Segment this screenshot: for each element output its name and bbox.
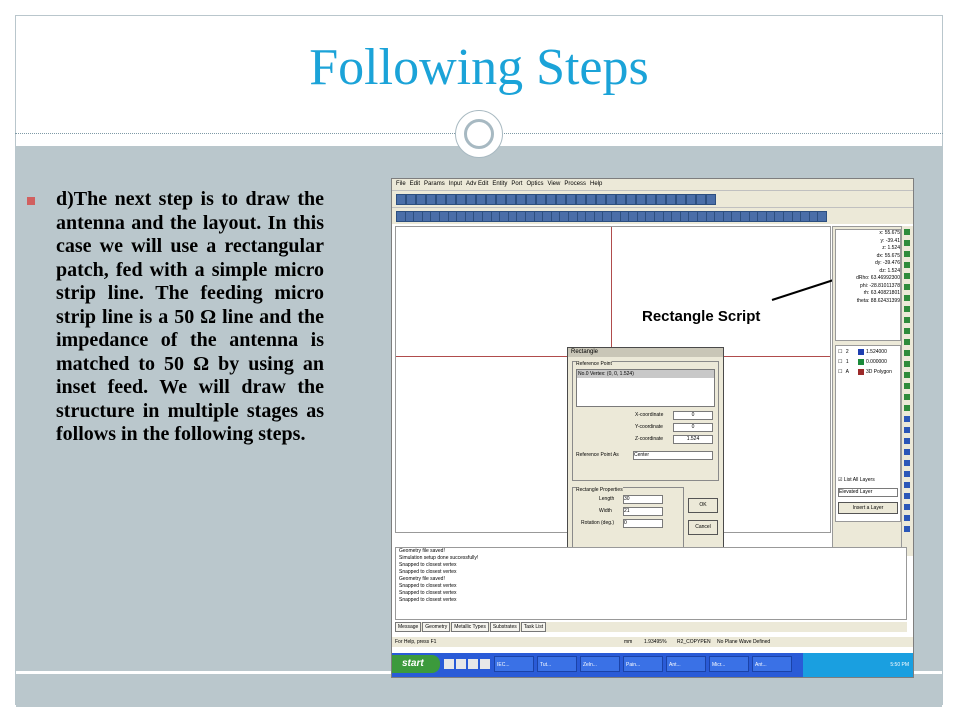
output-tab[interactable]: Substrates xyxy=(490,622,520,632)
tool-icon[interactable] xyxy=(904,251,910,257)
layer-select[interactable]: Elevated Layer xyxy=(838,488,898,497)
tool-icon[interactable] xyxy=(904,526,910,532)
taskbar-window-button[interactable]: Pain... xyxy=(623,656,663,672)
tool-icon[interactable] xyxy=(904,416,910,422)
layer-checkbox[interactable]: ☐ xyxy=(838,359,843,365)
length-label: Length xyxy=(599,496,615,502)
drawing-canvas xyxy=(395,226,831,533)
y-field[interactable]: 0 xyxy=(673,423,713,432)
coordinate-value: x: 55.675 xyxy=(879,230,900,236)
tool-icon[interactable] xyxy=(904,372,910,378)
system-tray xyxy=(803,653,913,677)
tool-icon[interactable] xyxy=(904,394,910,400)
toolbar-button-icon[interactable] xyxy=(436,194,446,205)
callout-label: Rectangle Script xyxy=(642,308,761,325)
menu-item[interactable]: Process xyxy=(564,181,587,187)
layer-list xyxy=(835,345,901,522)
layer-checkbox[interactable]: ☐ xyxy=(838,349,843,355)
toolbar-button-icon[interactable] xyxy=(526,194,536,205)
tool-icon[interactable] xyxy=(904,273,910,279)
log-line: Geometry file saved! xyxy=(399,548,445,554)
menu-item[interactable]: Params xyxy=(424,181,445,187)
tool-icon[interactable] xyxy=(904,460,910,466)
status-help: For Help, press F1 xyxy=(395,639,437,645)
rectangle-properties-group xyxy=(572,487,684,549)
rotation-label: Rotation (deg.) xyxy=(581,520,615,526)
tool-icon[interactable] xyxy=(904,471,910,477)
coordinate-value: theta: 88.62431399 xyxy=(856,297,900,304)
toolbar-button-icon[interactable] xyxy=(706,194,716,205)
width-label: Width xyxy=(599,508,612,514)
layer-color-swatch xyxy=(858,369,864,375)
log-line: Snapped to closest vertex xyxy=(399,583,457,589)
toolbar-button-icon[interactable] xyxy=(616,194,626,205)
log-line: Snapped to closest vertex xyxy=(399,597,457,603)
toolbar-button-icon[interactable] xyxy=(606,194,616,205)
tool-icon[interactable] xyxy=(904,493,910,499)
dialog-title: Rectangle xyxy=(568,348,723,357)
status-bar xyxy=(392,637,913,647)
log-line: Snapped to closest vertex xyxy=(399,562,457,568)
output-tabs xyxy=(395,622,907,632)
output-tab[interactable]: Task List xyxy=(521,622,546,632)
ok-button[interactable]: OK xyxy=(688,498,718,513)
tool-icon[interactable] xyxy=(904,449,910,455)
menu-item[interactable]: View xyxy=(547,181,561,187)
toolbar-button-icon[interactable] xyxy=(506,194,516,205)
tool-icon[interactable] xyxy=(904,295,910,301)
log-line: Snapped to closest vertex xyxy=(399,569,457,575)
status-percent: 1.93495% xyxy=(644,639,667,645)
slide-title: Following Steps xyxy=(309,39,649,96)
coordinate-value: dz: 1.524 xyxy=(879,267,900,274)
toolbar-button-icon[interactable] xyxy=(686,194,696,205)
tool-icon[interactable] xyxy=(904,229,910,235)
list-all-layers-checkbox[interactable]: ☑ List All Layers xyxy=(838,477,875,483)
coordinate-value: rh: 63.40821801 xyxy=(863,290,900,296)
status-pen: R2_COPYPEN xyxy=(677,639,711,645)
toolbar-primary xyxy=(392,190,913,207)
coordinate-value: dy: -39.476 xyxy=(874,260,900,266)
quick-launch-icon[interactable] xyxy=(480,659,490,669)
menu-item[interactable]: Edit xyxy=(409,181,421,187)
toolbar-button-icon[interactable] xyxy=(636,194,646,205)
tool-icon[interactable] xyxy=(904,262,910,268)
tool-icon[interactable] xyxy=(904,317,910,323)
windows-taskbar xyxy=(392,653,913,677)
body-paragraph: d)The next step is to draw the antenna and the layout. In this case we will use a rectangular patch, fed with a simple micro strip line. The feeding micro strip line is a 50 Ω line and the impedance of the antenna is matched to 50 Ω by using an inset feed. We will draw the structure in multiple stages as follows in the following steps. xyxy=(56,188,324,445)
tool-icon[interactable] xyxy=(904,438,910,444)
clock: 5:50 PM xyxy=(890,662,909,668)
toolbar-button-icon[interactable] xyxy=(566,194,576,205)
toolbar-button-icon[interactable] xyxy=(516,194,526,205)
tool-icon[interactable] xyxy=(904,504,910,510)
toolbar-button-icon[interactable] xyxy=(476,194,486,205)
layer-value: 1.524000 xyxy=(866,349,887,355)
cancel-button[interactable]: Cancel xyxy=(688,520,718,535)
toolbar-button-icon[interactable] xyxy=(456,194,466,205)
properties-panel xyxy=(832,226,902,551)
tool-icon[interactable] xyxy=(904,284,910,290)
coordinate-value: z: 1.524 xyxy=(882,245,900,251)
tool-icon[interactable] xyxy=(904,240,910,246)
rectangle-dialog xyxy=(567,347,724,565)
toolbar-button-icon[interactable] xyxy=(426,194,436,205)
toolbar-button-icon[interactable] xyxy=(696,194,706,205)
toolbar-button-icon[interactable] xyxy=(626,194,636,205)
taskbar-window-button[interactable]: Tut... xyxy=(537,656,577,672)
quick-launch-icon[interactable] xyxy=(444,659,454,669)
coordinate-value: dRho: 63.46992300 xyxy=(856,275,900,281)
coordinate-value: phi: -28.81011378 xyxy=(860,282,900,289)
layer-color-swatch xyxy=(858,349,864,355)
toolbar-button-icon[interactable] xyxy=(556,194,566,205)
rotation-field[interactable]: 0 xyxy=(623,519,663,528)
toolbar-button-icon[interactable] xyxy=(586,194,596,205)
circle-ornament-icon xyxy=(455,110,503,158)
toolbar-button-icon[interactable] xyxy=(486,194,496,205)
log-line: Snapped to closest vertex xyxy=(399,590,457,596)
layer-value: 0.000000 xyxy=(866,359,887,365)
toolbar-button-icon[interactable] xyxy=(536,194,546,205)
coordinate-value: dx: 55.675 xyxy=(876,252,900,259)
toolbar-button-icon[interactable] xyxy=(656,194,666,205)
status-wave: No Plane Wave Defined xyxy=(717,639,771,645)
callout-arrow xyxy=(772,277,839,301)
z-field[interactable]: 1.524 xyxy=(673,435,713,444)
toolbar-button-icon[interactable] xyxy=(676,194,686,205)
tool-icon[interactable] xyxy=(904,482,910,488)
reference-point-group xyxy=(572,361,719,481)
layer-number: 2 xyxy=(844,349,849,355)
tool-icon[interactable] xyxy=(904,515,910,521)
x-label: X-coordinate xyxy=(635,412,664,418)
menu-item[interactable]: Port xyxy=(511,181,523,187)
menu-item[interactable]: File xyxy=(396,181,406,187)
taskbar-window-button[interactable]: Micr... xyxy=(709,656,749,672)
quick-launch-icon[interactable] xyxy=(468,659,478,669)
taskbar-window-button[interactable]: Ant... xyxy=(666,656,706,672)
status-units: mm xyxy=(624,639,633,645)
tool-icon[interactable] xyxy=(904,350,910,356)
x-field[interactable]: 0 xyxy=(673,411,713,420)
output-tab[interactable]: Metallic Types xyxy=(451,622,489,632)
toolbar-button-icon[interactable] xyxy=(446,194,456,205)
refpoint-select[interactable]: Center xyxy=(633,451,713,460)
toolbar-button-icon[interactable] xyxy=(646,194,656,205)
coordinate-value: y: -39.41 xyxy=(880,237,900,244)
log-line: Geometry file saved! xyxy=(399,576,445,582)
width-field[interactable]: 21 xyxy=(623,507,663,516)
layer-number: A xyxy=(844,369,849,375)
list-item[interactable]: No.0 Vertex: (0, 0, 1.524) xyxy=(577,370,714,378)
reference-point-list[interactable] xyxy=(576,369,715,407)
message-log xyxy=(395,547,907,620)
menu-item[interactable]: Input xyxy=(448,181,463,187)
toolbar-button-icon[interactable] xyxy=(546,194,556,205)
toolbar-button-icon[interactable] xyxy=(666,194,676,205)
output-tab[interactable]: Geometry xyxy=(422,622,450,632)
tool-icon[interactable] xyxy=(904,405,910,411)
layer-number: 1 xyxy=(844,359,849,365)
toolbar-button-icon[interactable] xyxy=(406,194,416,205)
layer-checkbox[interactable]: ☐ xyxy=(838,369,843,375)
z-label: Z-coordinate xyxy=(635,436,664,442)
tool-icon-strip xyxy=(902,226,913,556)
software-screenshot xyxy=(391,178,914,678)
toolbar-secondary xyxy=(392,207,913,224)
output-tab[interactable]: Message xyxy=(395,622,421,632)
length-field[interactable]: 30 xyxy=(623,495,663,504)
menu-bar xyxy=(392,179,913,190)
taskbar-window-button[interactable]: IEC... xyxy=(494,656,534,672)
list-all-layers-label: List All Layers xyxy=(843,477,875,483)
toolbar-button-icon[interactable] xyxy=(496,194,506,205)
start-button[interactable]: start xyxy=(392,655,440,673)
tool-icon[interactable] xyxy=(904,339,910,345)
menu-item[interactable]: Adv Edit xyxy=(466,181,489,187)
insert-layer-button[interactable]: Insert a Layer xyxy=(838,502,898,514)
y-label: Y-coordinate xyxy=(635,424,663,430)
tool-icon[interactable] xyxy=(904,306,910,312)
taskbar-window-button[interactable]: Zeln... xyxy=(580,656,620,672)
layer-color-swatch xyxy=(858,359,864,365)
circle-ornament-inner xyxy=(464,119,494,149)
group-label: Rectangle Properties xyxy=(576,487,623,493)
toolbar-button-icon[interactable] xyxy=(466,194,476,205)
toolbar-button-icon[interactable] xyxy=(576,194,586,205)
layer-row[interactable] xyxy=(838,348,898,356)
log-line: Simulation setup done successfully! xyxy=(399,555,479,561)
quick-launch-icon[interactable] xyxy=(456,659,466,669)
toolbar-button-icon[interactable] xyxy=(596,194,606,205)
tool-icon[interactable] xyxy=(904,427,910,433)
group-label: Reference Point xyxy=(576,361,612,367)
layer-row[interactable] xyxy=(838,368,898,376)
toolbar-button-icon[interactable] xyxy=(416,194,426,205)
layer-row[interactable] xyxy=(838,358,898,366)
bullet-marker-icon xyxy=(27,197,35,205)
tool-icon[interactable] xyxy=(904,328,910,334)
tool-icon[interactable] xyxy=(904,383,910,389)
toolbar-button-icon[interactable] xyxy=(396,194,406,205)
menu-item[interactable]: Entity xyxy=(492,181,508,187)
toolbar-button-icon[interactable] xyxy=(817,211,827,222)
tool-icon[interactable] xyxy=(904,361,910,367)
layer-value: 3D Polygon xyxy=(866,369,892,375)
taskbar-window-button[interactable]: Ant... xyxy=(752,656,792,672)
menu-item[interactable]: Help xyxy=(590,181,603,187)
coordinate-readout xyxy=(835,229,901,341)
refpoint-label: Reference Point As xyxy=(576,452,619,458)
menu-item[interactable]: Optics xyxy=(526,181,544,187)
